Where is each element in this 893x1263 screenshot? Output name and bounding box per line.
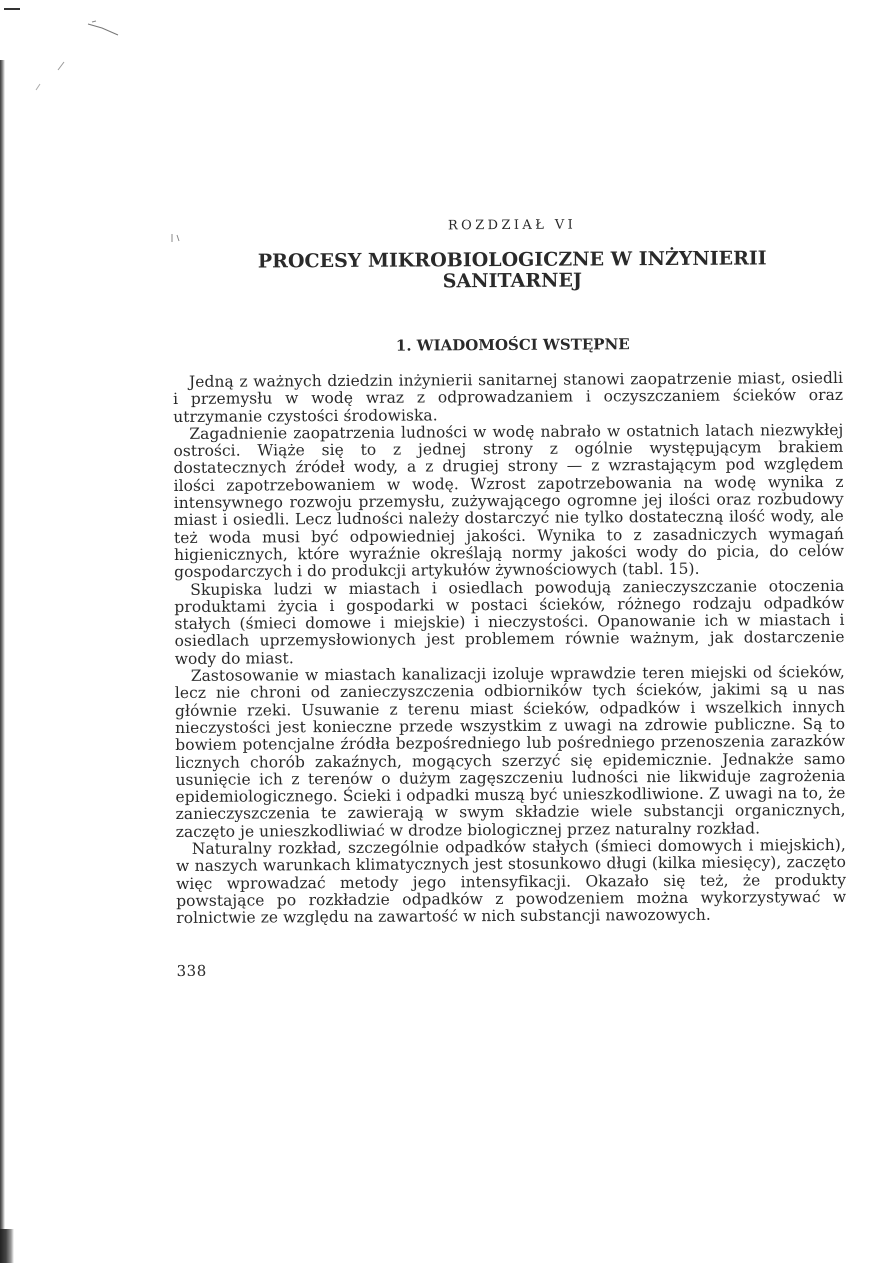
section-heading: 1. WIADOMOŚCI WSTĘPNE: [395, 335, 630, 355]
paragraph-3: Skupiska ludzi w miastach i osiedlach powodują zanieczyszczanie otoczenia produktami życia i gospodarki w postaci ścieków, różnego rodzaju odpadków stałych (śmieci domowe i miejskie) i nieczystości. Opanowanie ich w miastach i osiedlach uprzemysłowionych jest problemem równie ważnym, jak dostarczenie wody do miast.: [174, 576, 845, 668]
paragraph-4: Zastosowanie w miastach kanalizacji izoluje wprawdzie teren miejski od ścieków, lecz nie chroni od zanieczyszczenia odbiorników tych ścieków, jakimi są u nas głównie rzeki. Usuwanie z terenu miast ścieków, odpadków i wszelkich innych nieczystości jest konieczne przede wszystkim z uwagi na zdrowie publiczne. Są to bowiem potencjalne źródła bezpośredniego lub pośredniego przenoszenia zarazków licznych chorób zakaźnych, mogących szerzyć się epidemicznie. Jednakże samo usunięcie ich z terenów o dużym zagęszczeniu ludności nie likwiduje zagrożenia epidemiologicznego. Ścieki i odpadki muszą być unieszkodliwione. Z uwagi na to, że zanieczyszczenia te zawierają w swym składzie wiele substancji organicznych, zaczęto je unieszkodliwiać w drodze biologicznej przez naturalny rozkład.: [174, 662, 846, 841]
chapter-title-line-1: PROCESY MIKROBIOLOGICZNE W INŻYNIERII: [257, 247, 767, 273]
chapter-title: [172, 248, 842, 294]
corner-mark: [4, 8, 20, 10]
pencil-scribble-mark: [30, 18, 125, 98]
paragraph-5: Naturalny rozkład, szczególnie odpadków stałych (śmieci domowych i miejskich), w naszych warunkach klimatycznych jest stosunkowo długi (kilka miesięcy), zaczęto więc wprowadzać metody jego intensyfikacji. Okazało się też, że produkty powstające po rozkładzie odpadków z powodzeniem można wykorzystywać w rolnictwie ze względu na zawartość w nich substancji nawozowych.: [175, 835, 847, 928]
book-page: [172, 216, 847, 980]
binding-edge-shadow: [0, 60, 5, 1260]
page-number: 338: [176, 961, 207, 980]
chapter-title-line-2: SANITARNEJ: [442, 269, 583, 293]
chapter-label: ROZDZIAŁ VI: [447, 217, 577, 234]
binding-edge-corner: [0, 1229, 14, 1263]
paragraph-2: Zagadnienie zaopatrzenia ludności w wodę nabrało w ostatnich latach niezwykłej ostrości. Wiąże się to z jednej strony z ogólnie występującym brakiem dostatecznych źródeł wody, a z drugiej strony — z wzrastającym pod względem ilości zapotrzebowaniem w wodę. Wzrost zapotrzebowania na wodę wynika z intensywnego rozwoju przemysłu, zużywającego ogromne jej ilości oraz rozbudowy miast i osiedli. Lecz ludności należy dostarczyć nie tylko dostateczną ilość wody, ale też woda musi być odpowiedniej jakości. Wynika to z zasadniczych wymagań higienicznych, które wyraźnie określają normy jakości wody do picia, do celów gospodarczych i do produkcji artykułów żywnościowych (tabl. 15).: [173, 420, 845, 582]
paragraph-1: Jedną z ważnych dziedzin inżynierii sanitarnej stanowi zaopatrzenie miast, osiedli i przemysłu w wodę wraz z odprowadzaniem i oczyszczaniem ścieków oraz utrzymanie czystości środowiska.: [173, 368, 844, 426]
